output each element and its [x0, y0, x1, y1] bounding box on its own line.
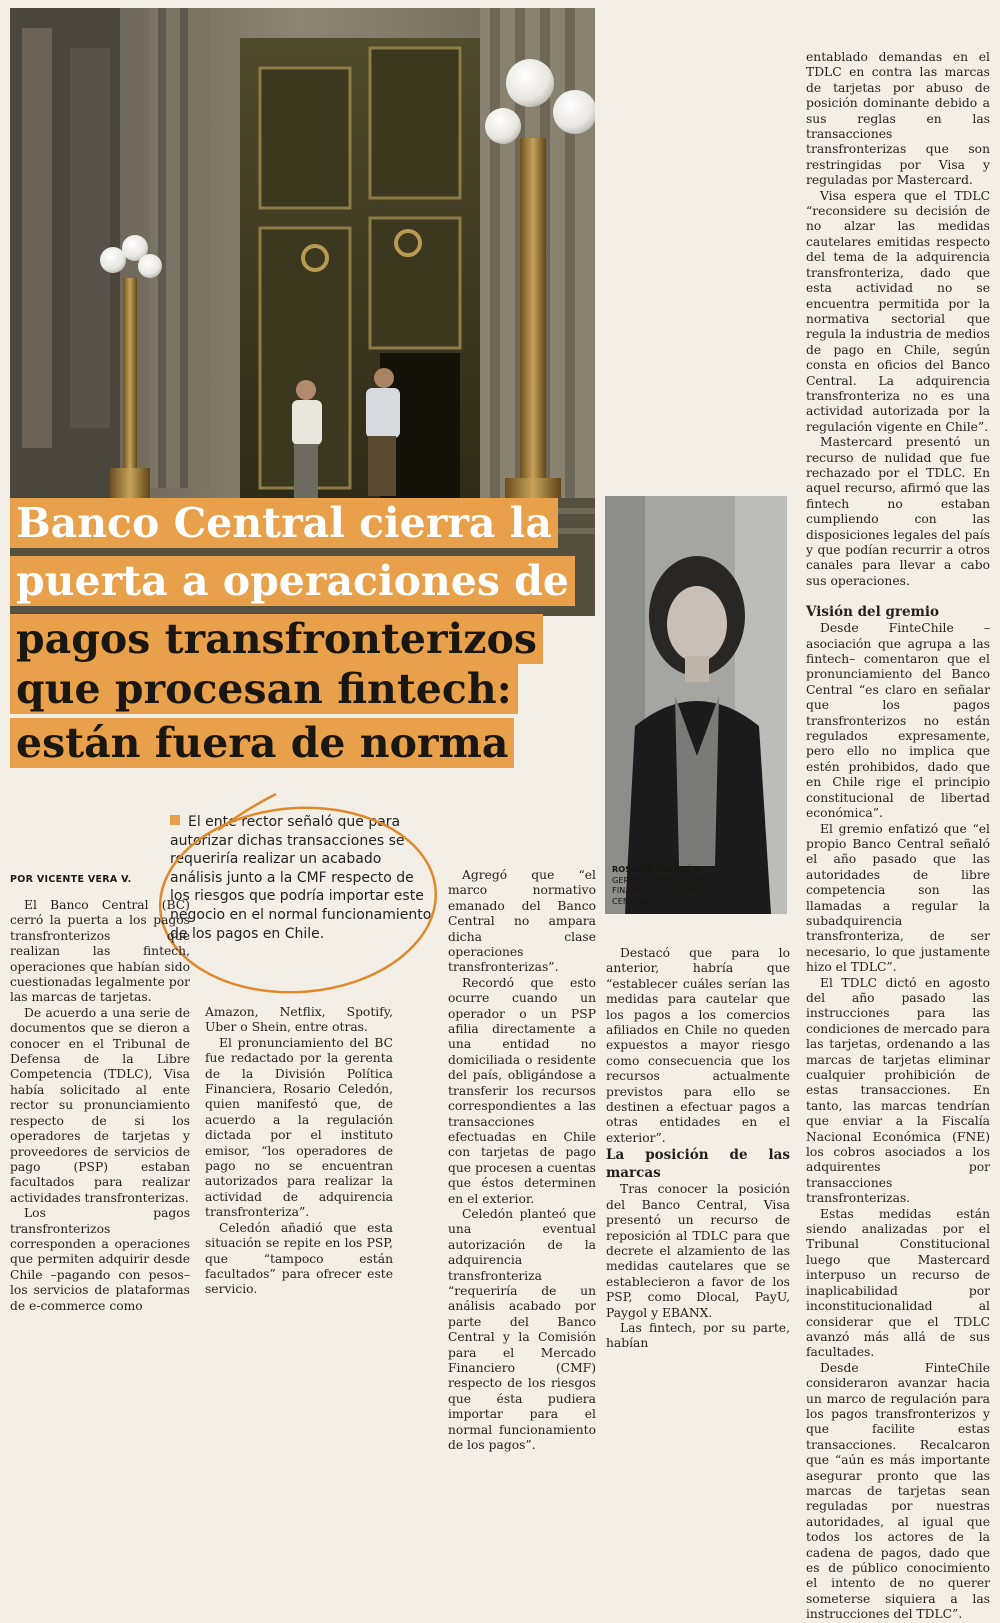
col5-paragraph: Mastercard presentó un recurso de nulidad que fue rechazado por el TDLC. En aquel recurso, afirmó que las fintech no estaban cumpliendo con las disposiciones legales del país y que podían recurrir a otros canales para llevar a cabo sus operaciones. — [806, 435, 990, 588]
col5-subhead: Visión del gremio — [806, 604, 940, 621]
col4-paragraph: Tras conocer la posición del Banco Central, Visa presentó un recurso de reposición al TDLC para que decrete el alzamiento de las medidas cautelares que se establecieron a favor de los PSP, como Dlocal, PayU, Paygol y EBANX. — [606, 1182, 790, 1320]
pen-circle-annotation — [158, 790, 448, 1000]
caption-name: ROSARIO CELEDÓN — [612, 864, 700, 874]
col5-paragraph: El gremio enfatizó que “el propio Banco Central señaló el año pasado que las autoridades de libre competencia son las llamadas a regular la subadquirencia transfronteriza, de ser necesario, lo que justamente hizo el TDLC”. — [806, 821, 990, 975]
headline-line-1: Banco Central cierra la — [10, 498, 558, 548]
col2-paragraph: El pronunciamiento del BC fue redactado por la gerenta de la División Política Financiera, Rosario Celedón, quien manifestó que, de acuerdo a la regulación dictada por el instituto emisor, “los operadores de pago no se encuentran autorizados para realizar la actividad de adquirencia transfronteriza”. — [205, 1035, 393, 1220]
col2-paragraph: Amazon, Netflix, Spotify, Uber o Shein, entre otras. — [205, 1005, 393, 1035]
portrait-photo — [605, 496, 787, 914]
column-1 — [10, 898, 190, 1314]
photo-caption — [612, 864, 752, 906]
col3-paragraph: Celedón planteó que una eventual autorización de la adquirencia transfronteriza “requeriría de un análisis acabado por parte del Banco Central y la Comisión para el Mercado Financiero (CMF) respecto de los riesgos que ésta pudiera importar para el normal funcionamiento de los pagos”. — [448, 1206, 596, 1453]
portrait-illustration — [605, 496, 787, 914]
col5-paragraph: El TDLC dictó en agosto del año pasado las instrucciones para las condiciones de mercado para las tarjetas, ordenando a las marcas de tarjetas eliminar cualquier prohibición de estas transacciones. En tanto, las marcas tendrían que enviar a la Fiscalía Nacional Económica (FNE) los cobros asociados a los adquirentes por transacciones transfronterizas. — [806, 975, 990, 1206]
col2-paragraph: Celedón añadió que esta situación se repite en los PSP, que “tampoco están facultados” para ofrecer este servicio. — [205, 1220, 393, 1297]
col3-paragraph: Agregó que “el marco normativo emanado del Banco Central no ampara dicha clase operaciones transfronterizas”. — [448, 868, 596, 975]
headline-line-3: pagos transfronterizos — [10, 614, 543, 664]
byline: POR VICENTE VERA V. — [10, 874, 132, 885]
col4-paragraph: Las fintech, por su parte, habían — [606, 1320, 790, 1351]
col4-subhead: La posición de las marcas — [606, 1147, 790, 1182]
column-3 — [448, 868, 596, 1453]
headline-line-5: están fuera de norma — [10, 718, 514, 768]
col5-paragraph: Desde FinteChile consideraron avanzar hacia un marco de regulación para los pagos transfronterizos y que facilite estas transacciones. Recalcaron que “aún es más importante asegurar pronto que las marcas de tarjetas sean reguladas por nuestras autoridades, al igual que todos los actores de la cadena de pagos, dado que es de público conocimiento el intento de no querer someterse siquiera a las instrucciones del TDLC”. — [806, 1360, 990, 1622]
col3-paragraph: Recordó que esto ocurre cuando un operador o un PSP afilia directamente a una entidad no domiciliada o residente del país, obligándose a transferir los recursos correspondientes a las transacciones efectuadas en Chile con tarjetas de pago que procesen a cuentas que éstos determinen en el exterior. — [448, 975, 596, 1206]
col4-paragraph: Destacó que para lo anterior, habría que “establecer cuáles serían las medidas para cautelar que los pagos a los comercios afiliados en Chile no queden expuestos a mayor riesgo como consecuencia que los recursos actualmente previstos para ello se destinen a efectuar pagos a otras entidades en el exterior”. — [606, 946, 790, 1145]
pull-quote-text: El ente rector señaló que para autorizar dichas transacciones se requeriría realizar un acabado análisis junto a la CMF respecto de los riesgos que podría importar este negocio en el normal funcionamiento de los pagos en Chile. — [170, 814, 432, 942]
headline-line-4: que procesan fintech: — [10, 664, 518, 714]
col5-paragraph: Desde FinteChile –asociación que agrupa a las fintech– comentaron que el pronunciamiento del Banco Central “es claro en señalar que los pagos transfronterizos no están regulados expresamente, pero ello no implica que estén prohibidos, dado que en Chile rige el principio constitucional de libertad económica”. — [806, 621, 990, 821]
column-5 — [806, 50, 990, 1623]
col5-paragraph: Visa espera que el TDLC “reconsidere su decisión de no alzar las medidas cautelares emitidas respecto del tema de la adquirencia transfronteriza, dado que esta actividad no se encuentra permitida por la normativa sectorial que regula la industria de medios de pago en Chile, según consta en oficios del Banco Central. La adquirencia transfronteriza no es una actividad autorizada por la regulación vigente en Chile”. — [806, 188, 990, 434]
column-2 — [205, 1005, 393, 1298]
headline-line-2: puerta a operaciones de — [10, 556, 575, 606]
col1-paragraph: Los pagos transfronterizos corresponden a operaciones que permiten adquirir desde Chile –pagando con pesos– los servicios de plataformas de e-commerce como — [10, 1206, 190, 1313]
col5-paragraph: Estas medidas están siendo analizadas por el Tribunal Constitucional luego que Mastercard interpuso un recurso de inaplicabilidad por inconstitucionalidad al considerar que el TDLC avanzó más allá de sus facultades. — [806, 1206, 990, 1360]
col1-paragraph: De acuerdo a una serie de documentos que se dieron a conocer en el Tribunal de Defensa de la Libre Competencia (TDLC), Visa había solicitado al ente rector su pronunciamiento respecto de si los operadores de tarjetas y proveedores de servicios de pago (PSP) estaban facultados para realizar actividades transfronterizas. — [10, 1005, 190, 1205]
col5-paragraph: entablado demandas en el TDLC en contra las marcas de tarjetas por abuso de posición dominante debido a sus reglas en las transacciones transfronterizas que son restringidas por Visa y reguladas por Mastercard. — [806, 50, 990, 188]
col1-paragraph: El Banco Central (BC) cerró la puerta a los pagos transfronterizos que realizan las fintech, operaciones que habían sido cuestionadas legalmente por las marcas de tarjetas. — [10, 898, 190, 1005]
caption-title: GERENTE DIVISIÓN POLÍTICA FINANCIERA DEL BANCO CENTRAL. — [612, 874, 730, 906]
column-4 — [606, 946, 790, 1352]
